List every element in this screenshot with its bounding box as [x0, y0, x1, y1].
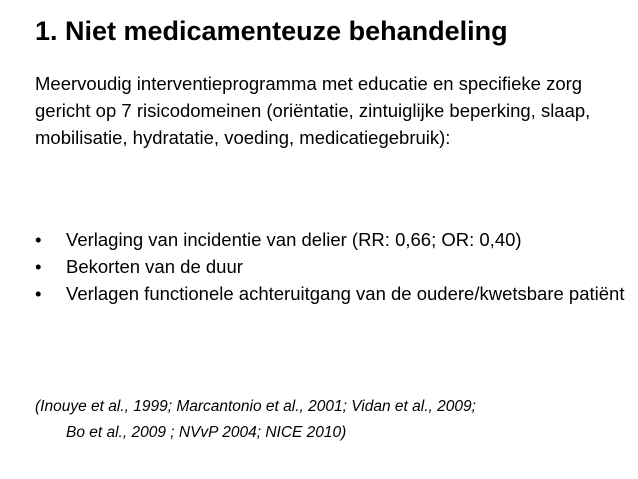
slide-title: 1. Niet medicamenteuze behandeling — [35, 16, 508, 46]
references — [35, 394, 630, 446]
references-line-2: Bo et al., 2009 ; NVvP 2004; NICE 2010) — [66, 424, 347, 441]
intro-paragraph: Meervoudig interventieprogramma met educatie en specifieke zorg gericht op 7 risicodomeinen (oriëntatie, zintuiglijke beperking, slaap, mobilisatie, hydratatie, voeding, medicatiegebruik): — [35, 73, 591, 148]
bullet-item-incidence — [35, 226, 625, 253]
references-line-1: (Inouye et al., 1999; Marcantonio et al., 2001; Vidan et al., 2009; — [35, 398, 476, 415]
bullet-text-duration: Bekorten van de duur — [66, 256, 243, 277]
bullet-dot-icon: • — [35, 256, 42, 277]
bullet-text-functional-decline: Verlagen functionele achteruitgang van de oudere/kwetsbare patiënt — [66, 283, 625, 304]
bullet-text-incidence: Verlaging van incidentie van delier (RR: 0,66; OR: 0,40) — [66, 229, 522, 250]
bullet-dot-icon: • — [35, 229, 42, 250]
bullet-item-functional-decline — [35, 280, 625, 307]
bullet-item-duration — [35, 253, 625, 280]
bullet-list — [35, 226, 625, 307]
bullet-dot-icon: • — [35, 283, 42, 304]
